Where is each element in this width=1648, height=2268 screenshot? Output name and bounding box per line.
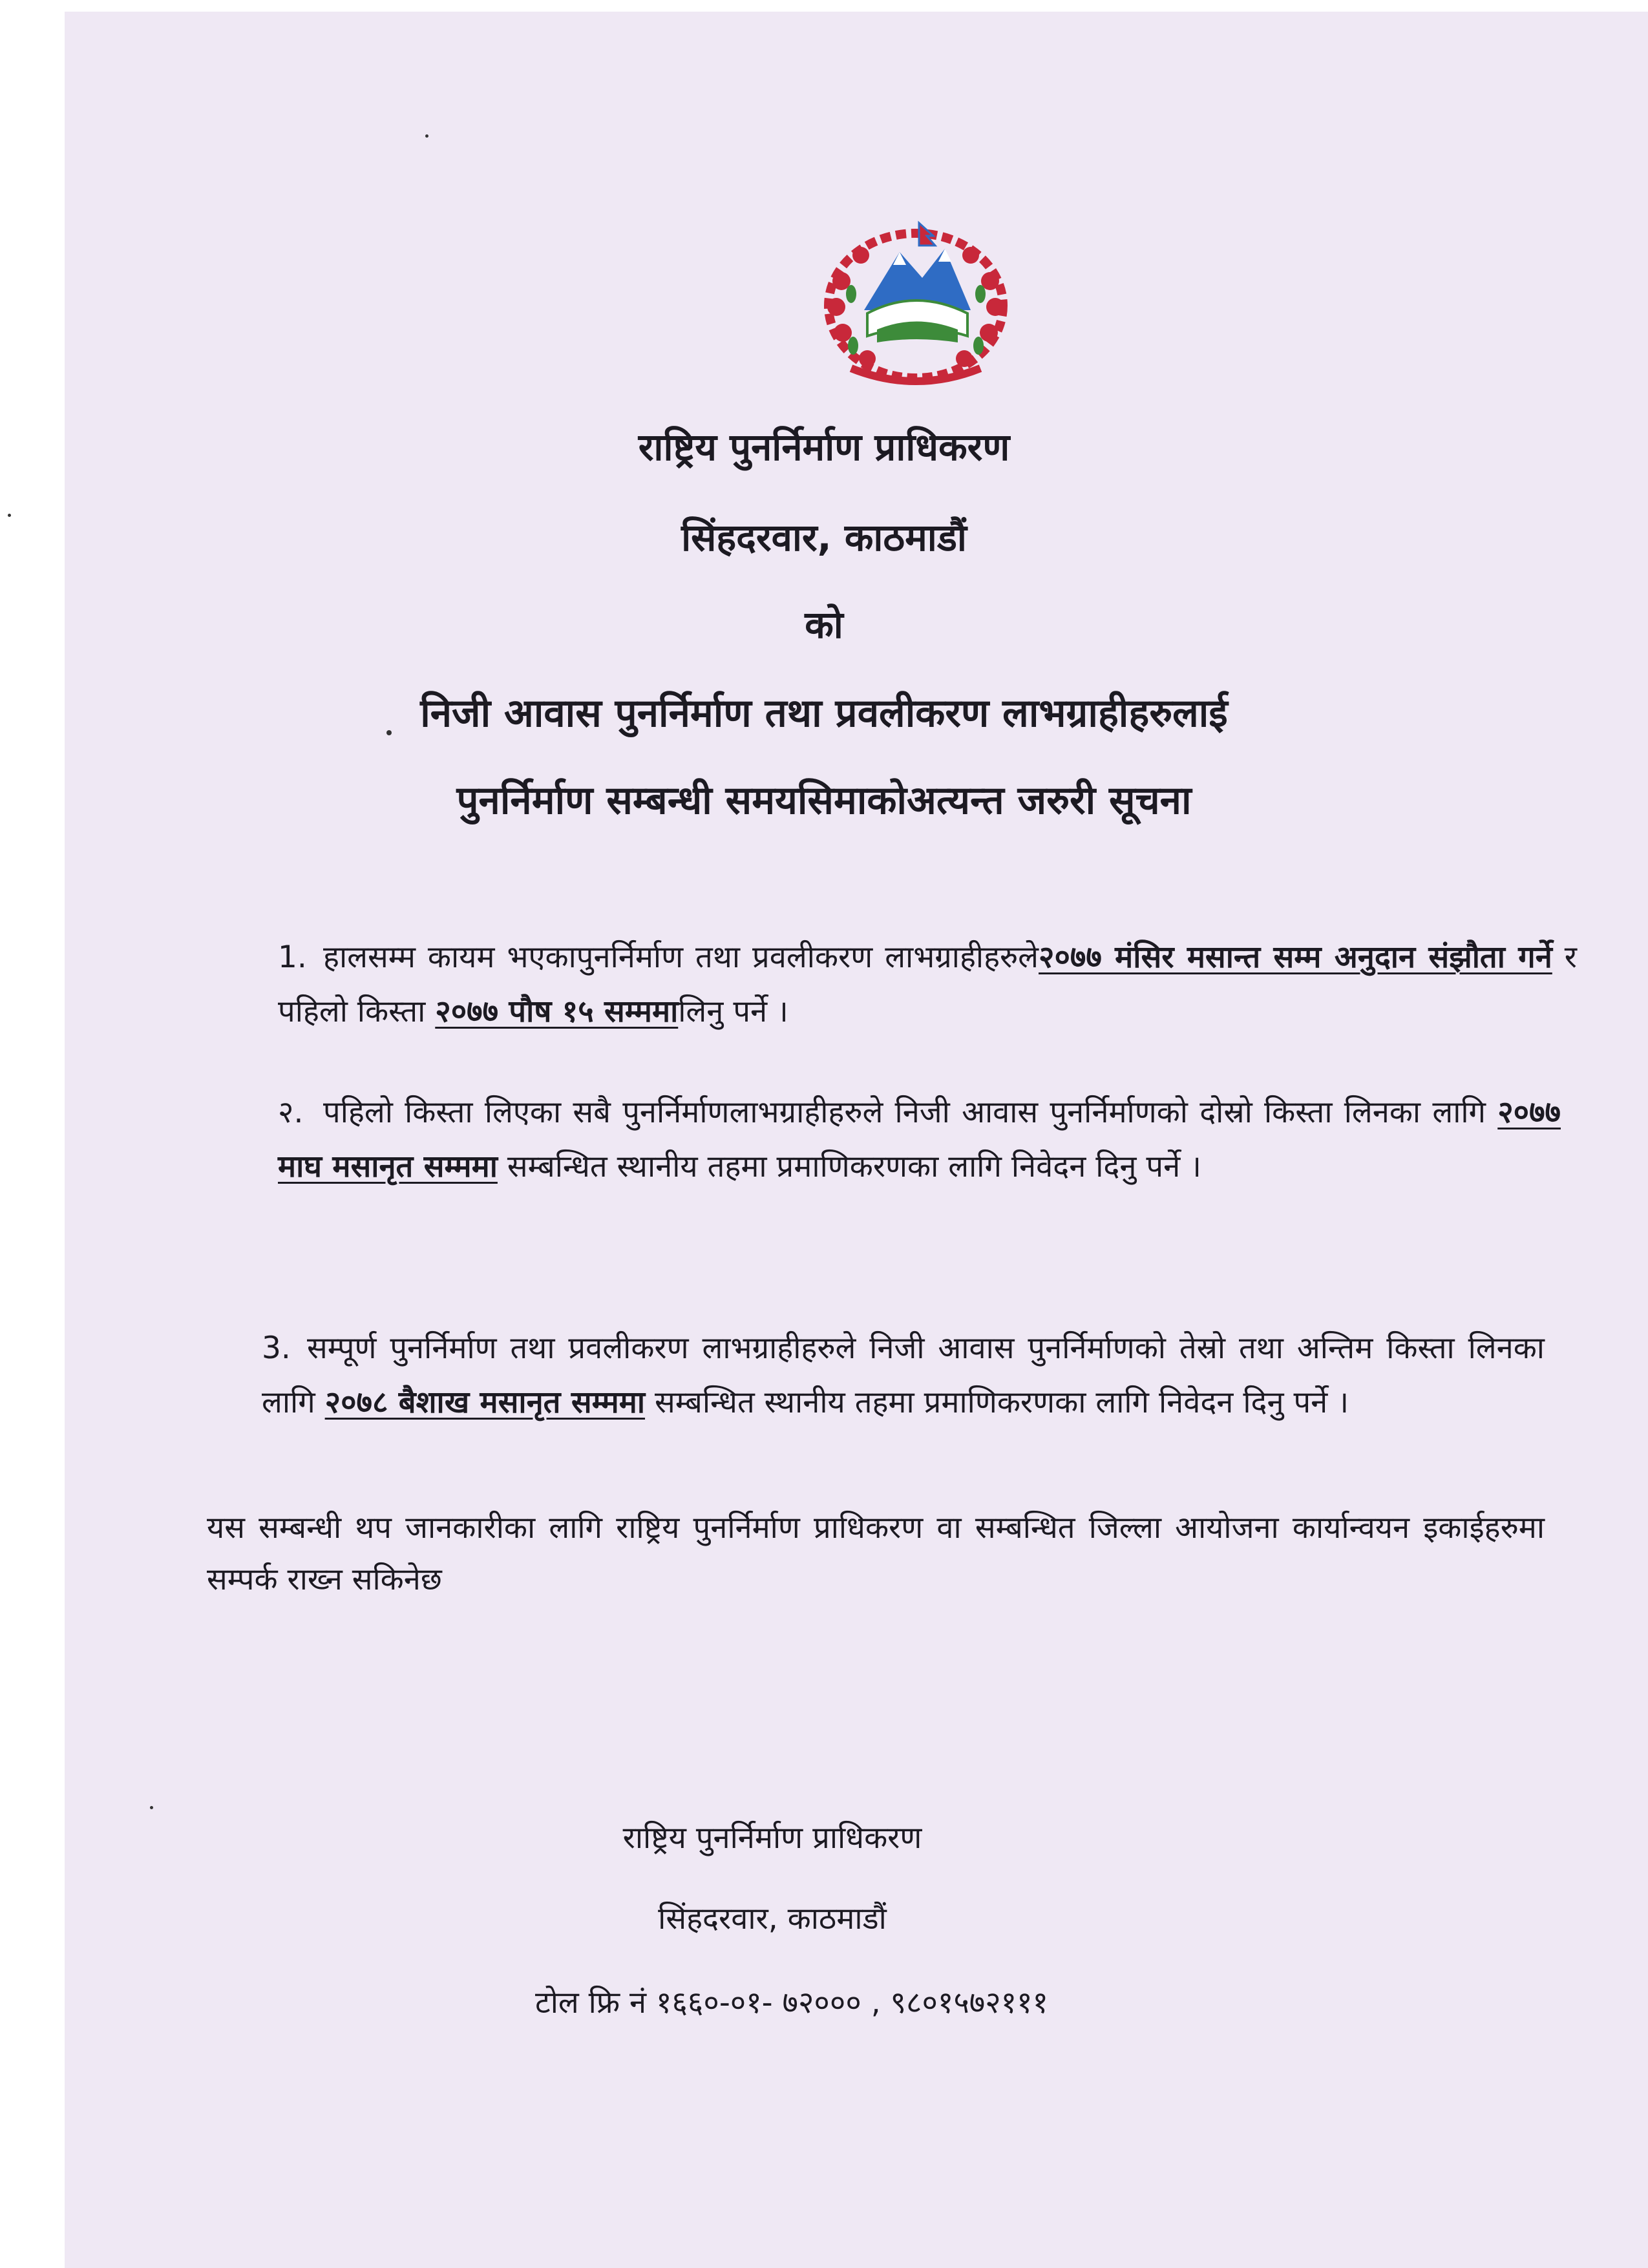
possessive-marker: को [805, 603, 843, 647]
item-number: 3. [262, 1330, 291, 1366]
notice-subject: पुनर्निर्माण सम्बन्धी समयसिमाकोअत्यन्त जरुरी सूचना [456, 778, 1192, 823]
footer-authority: राष्ट्रिय पुनर्निर्माण प्राधिकरण [622, 1820, 922, 1856]
notice-item-2 [278, 1086, 1561, 1194]
deadline-highlight: २०७८ बैशाख मसानृत सम्ममा [324, 1385, 646, 1420]
national-emblem-icon [816, 216, 1016, 391]
deadline-highlight: २०७७ पौष १५ सम्ममा [435, 994, 679, 1029]
scan-speck [425, 134, 428, 138]
office-address: सिंहदरवार, काठमाडौं [681, 516, 967, 560]
item-text: सम्बन्धित स्थानीय तहमा प्रमाणिकरणका लागि निवेदन दिनु पर्ने । [645, 1385, 1349, 1420]
notice-audience: निजी आवास पुनर्निर्माण तथा प्रवलीकरण लाभग्राहीहरुलाई [420, 691, 1228, 736]
item-text: पहिलो किस्ता लिएका सबै पुनर्निर्माणलाभग्राहीहरुले निजी आवास पुनर्निर्माणको दोस्रो किस्ता लिनका लागि [323, 1095, 1498, 1130]
item-number: 1. [278, 940, 307, 975]
deadline-highlight: २०७७ माघ मसानृत सम्ममा [278, 1095, 1561, 1184]
item-text: सम्बन्धित स्थानीय तहमा प्रमाणिकरणका लागि निवेदन दिनु पर्ने । [497, 1149, 1201, 1184]
page-title: राष्ट्रिय पुनर्निर्माण प्राधिकरण [638, 425, 1010, 469]
item-text: हालसम्म कायम भएकापुनर्निर्माण तथा प्रवलीकरण लाभग्राहीहरुले [323, 940, 1039, 975]
notice-item-3 [262, 1321, 1545, 1430]
footer-address: सिंहदरवार, काठमाडौं [658, 1901, 887, 1937]
item-number: २. [278, 1095, 304, 1130]
item-text: लिनु पर्ने । [678, 994, 788, 1029]
scan-speck [150, 1806, 153, 1809]
toll-free-contact: टोल फ्रि नं १६६०-०१- ७२००० , ९८०१५७२१११ [535, 1985, 1048, 2021]
deadline-highlight: २०७७ मंसिर मसान्त सम्म अनुदान संझौता गर्ने [1039, 940, 1552, 975]
item-text: सम्पूर्ण पुनर्निर्माण तथा प्रवलीकरण लाभग्राहीहरुले निजी आवास पुनर्निर्माणको तेस्रो तथा अन्तिम किस्ता लिनका लागि [262, 1330, 1545, 1420]
notice-item-1 [278, 930, 1577, 1039]
closing-note: यस सम्बन्धी थप जानकारीका लागि राष्ट्रिय पुनर्निर्माण प्राधिकरण वा सम्बन्धित जिल्ला आयोजना कार्यान्वयन इकाईहरुमा सम्पर्क राख्न सकिनेछ [207, 1510, 1545, 1597]
item-text: र पहिलो किस्ता [278, 940, 1577, 1029]
